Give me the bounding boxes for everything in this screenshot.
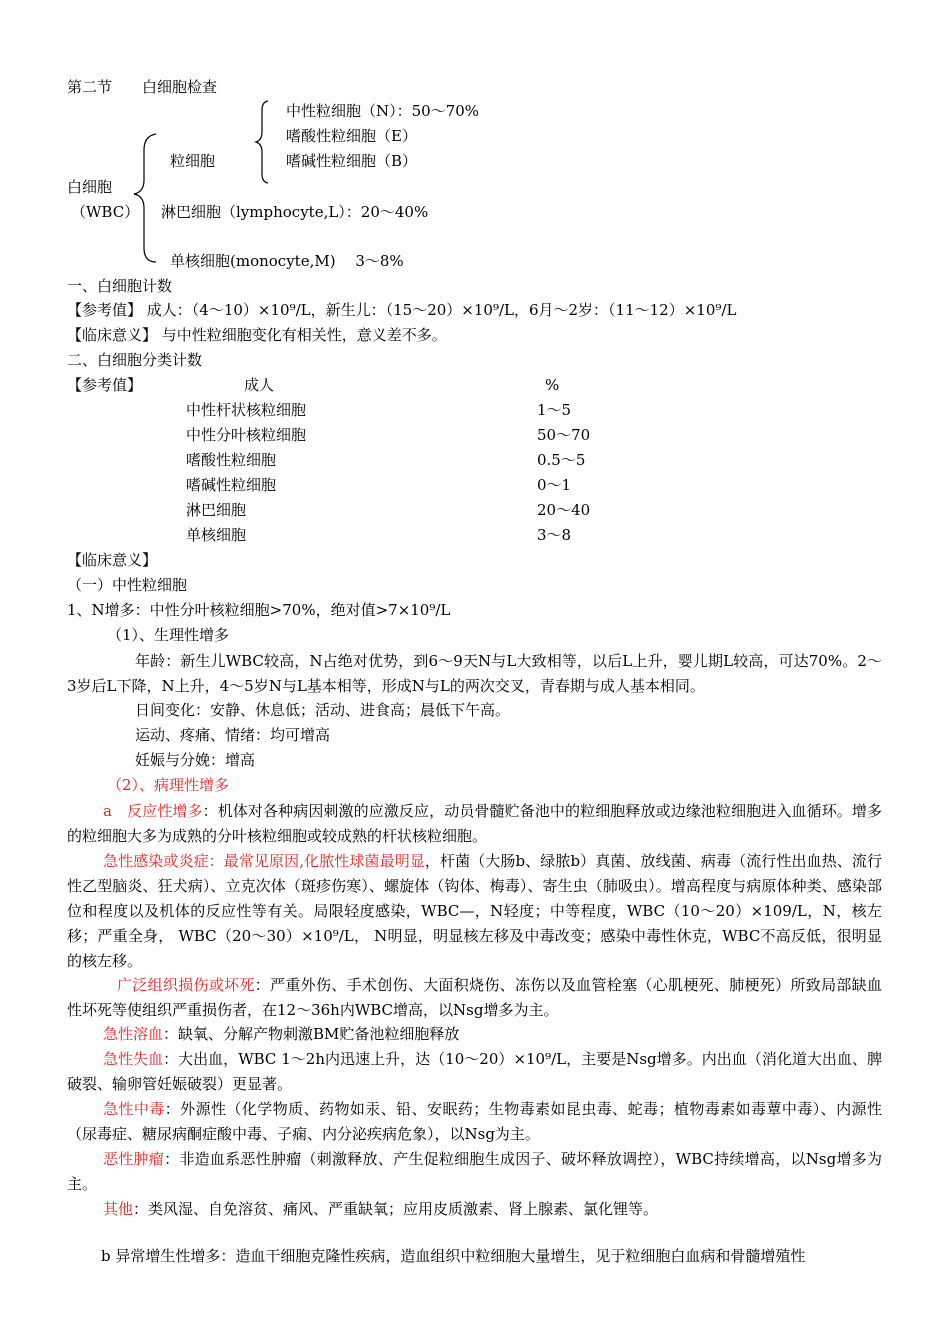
other-label: 其他 [103, 1200, 134, 1218]
patho-heading: （2）、病理性增多 [107, 776, 230, 794]
diff-row-name: 淋巴细胞 [186, 501, 247, 519]
tumor-paragraph [67, 1147, 882, 1197]
tree-monocyte: 单核细胞(monocyte,M) 3～8% [170, 252, 404, 270]
diff-row-name: 嗜酸性粒细胞 [186, 451, 277, 469]
count-clin-text: 与中性粒细胞变化有相关性，意义差不多。 [161, 326, 447, 344]
diff-row-name: 嗜碱性粒细胞 [186, 476, 277, 494]
hemolysis-paragraph [67, 1022, 882, 1047]
diff-col-pct: % [545, 376, 560, 394]
section-title: 第二节 白细胞检查 [67, 78, 218, 96]
other-text: ：类风湿、自免溶贫、痛风、严重缺氧；应用皮质激素、肾上腺素、氯化锂等。 [133, 1200, 659, 1218]
poison-paragraph [67, 1097, 882, 1147]
count-clinical-line [67, 328, 447, 343]
tree-granulocyte: 粒细胞 [170, 152, 216, 170]
pregnancy-line: 妊娠与分娩：增高 [135, 751, 256, 769]
reactive-label: a 反应性增多 [103, 802, 203, 820]
poison-label: 急性中毒 [103, 1100, 165, 1118]
diff-heading: 二、白细胞分类计数 [67, 351, 203, 369]
bleeding-paragraph [67, 1047, 882, 1097]
count-clin-tag: 【临床意义】 [67, 326, 158, 344]
tree-basophil: 嗜碱性粒细胞（B） [286, 152, 418, 170]
reactive-text: ：机体对各种病因刺激的应激反应，动员骨髓贮备池中的粒细胞释放或边缘池粒细胞进入血循环。增多的粒细胞大多为成熟的分叶核粒细胞或较成熟的杆状核粒细胞。 [67, 802, 882, 845]
diff-row-name: 中性分叶核粒细胞 [186, 426, 307, 444]
poison-text: ：外源性（化学物质、药物如汞、铅、安眠药；生物毒素如昆虫毒、蛇毒；植物毒素如毒蕈中毒）、内源性（尿毒症、糖尿病酮症酸中毒、子痫、内分泌疾病危象），以Nsg为主。 [67, 1100, 882, 1143]
hemolysis-text: ：缺氧、分解产物刺激BM贮备池粒细胞释放 [163, 1025, 460, 1043]
left-brace-icon [130, 130, 166, 266]
diff-row-value: 50～70 [537, 426, 591, 444]
other-paragraph [67, 1197, 882, 1222]
tree-eosinophil: 嗜酸性粒细胞（E） [286, 127, 417, 145]
count-heading: 一、白细胞计数 [67, 277, 173, 295]
physio-heading: （1）、生理性增多 [107, 626, 230, 644]
n-increase-line: 1、N增多：中性分叶核粒细胞>70%，绝对值>7×10⁹/L [67, 601, 451, 619]
infection-label: 急性感染或炎症：最常见原因,化脓性球菌最明显 [103, 852, 425, 870]
tumor-text: ：非造血系恶性肿瘤（刺激释放、产生促粒细胞生成因子、破坏释放调控），WBC持续增高，以Nsg增多为主。 [67, 1150, 882, 1193]
tumor-label: 恶性肿瘤 [103, 1150, 165, 1168]
diff-ref-tag: 【参考值】 [67, 376, 143, 394]
age-paragraph: 年龄：新生儿WBC较高，N占绝对优势，到6～9天N与L大致相等，以后L上升，婴儿期L较高，可达70%。2～3岁后L下降，N上升，4～5岁N与L基本相等，形成N与L的两次交叉，青春期与成人基本相同。 [67, 652, 882, 695]
tree-root-abbr: （WBC） [71, 203, 140, 221]
count-ref-tag: 【参考值】 [67, 301, 143, 319]
diff-row-value: 20～40 [537, 501, 591, 519]
tree-root-label: 白细胞 [67, 178, 113, 196]
tissue-paragraph [67, 973, 882, 1023]
diff-row-name: 单核细胞 [186, 526, 247, 544]
diff-clin-tag: 【临床意义】 [67, 551, 158, 569]
daily-variation: 日间变化：安静、休息低；活动、进食高；晨低下午高。 [135, 701, 511, 719]
diff-col-name: 成人 [244, 376, 275, 394]
tree-lymphocyte: 淋巴细胞（lymphocyte,L）：20～40% [161, 203, 429, 221]
hemolysis-label: 急性溶血 [103, 1025, 164, 1043]
reactive-paragraph [67, 799, 882, 849]
tissue-label: 广泛组织损伤或坏死 [117, 976, 255, 994]
tissue-text: ：严重外伤、手术创伤、大面积烧伤、冻伤以及血管栓塞（心肌梗死、肺梗死）所致局部缺血性坏死等使组织严重损伤者，在12～36h内WBC增高，以Nsg增多为主。 [67, 976, 882, 1019]
infection-text: ，杆菌（大肠b、绿脓b）真菌、放线菌、病毒（流行性出血热、流行性乙型脑炎、狂犬病）、立克次体（斑疹伤寒）、螺旋体（钩体、梅毒）、寄生虫（肺吸虫）。增高程度与病原体种类、感染部位和程度以及机体的反应性等有关。局限轻度感染，WBC—，N轻度；中等程度，WBC（10～20）×109/L，N，核左移；严重全身， WBC（20～30）×10⁹/L， N明显，明显核左移及中毒改变；感染中毒性休克，WBC不高反低，很明显的核左移。 [67, 852, 882, 970]
infection-paragraph [67, 849, 882, 974]
bleeding-label: 急性失血 [103, 1050, 164, 1068]
abnormal-proliferation-line: b 异常增生性增多：造血干细胞克隆性疾病，造血组织中粒细胞大量增生，见于粒细胞白血病和骨髓增殖性 [101, 1247, 806, 1265]
bleeding-text: ：大出血，WBC 1～2h内迅速上升，达（10～20）×10⁹/L，主要是Nsg增多。内出血（消化道大出血、脾破裂、输卵管妊娠破裂）更显著。 [67, 1050, 882, 1093]
diff-row-value: 1～5 [537, 401, 572, 419]
count-ref-text: 成人：（4～10）×10⁹/L，新生儿：（15～20）×10⁹/L，6月～2岁：（11～12）×10⁹/L [146, 301, 737, 319]
neutrophil-heading: （一）中性粒细胞 [67, 576, 188, 594]
diff-row-name: 中性杆状核粒细胞 [186, 401, 307, 419]
diff-row-value: 0～1 [537, 476, 572, 494]
tree-neutrophil: 中性粒细胞（N）：50～70% [286, 102, 480, 120]
inner-brace-icon [252, 98, 274, 186]
exercise-line: 运动、疼痛、情绪：均可增高 [135, 726, 331, 744]
diff-row-value: 3～8 [537, 526, 572, 544]
diff-row-value: 0.5～5 [537, 451, 586, 469]
count-reference-line [67, 303, 736, 318]
